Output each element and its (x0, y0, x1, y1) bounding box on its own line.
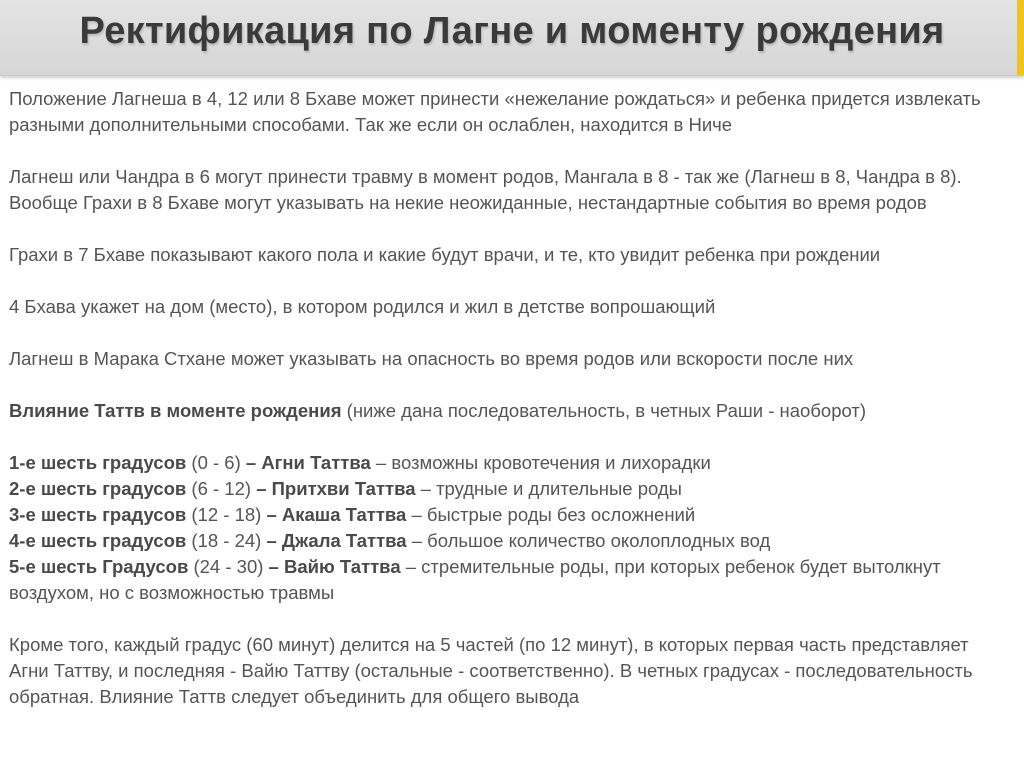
tattva-list (9, 450, 1009, 606)
tattva-heading-bold: Влияние Таттв в моменте рождения (9, 400, 342, 421)
tattva-range: (12 - 18) (186, 504, 267, 525)
tattva-item (9, 502, 1009, 528)
slide-body (9, 86, 1009, 710)
tattva-degrees: 2-е шесть градусов (9, 478, 187, 499)
tattva-name: – Акаша Таттва (266, 504, 407, 525)
paragraph-4th-bhava: 4 Бхава укажет на дом (место), в котором родился и жил в детстве вопрошающий (9, 296, 716, 317)
paragraph-degree-division: Кроме того, каждый градус (60 минут) делится на 5 частей (по 12 минут), в которых первая часть представляет Агни Таттву, и последняя - Вайю Таттву (остальные - соответственно). В четных градусах - последовательность обратная. Влияние Таттв следует объединить для общего вывода (9, 634, 973, 707)
tattva-item (9, 554, 1009, 606)
slide-title: Ректификация по Лагне и моменту рождения (79, 10, 945, 52)
tattva-degrees: 1-е шесть градусов (9, 452, 187, 473)
tattva-heading-rest: (ниже дана последовательность, в четных Раши - наоборот) (341, 400, 867, 421)
tattva-heading (9, 398, 1009, 424)
tattva-range: (6 - 12) (186, 478, 257, 499)
tattva-name: – Агни Таттва (245, 452, 371, 473)
tattva-degrees: 4-е шесть градусов (9, 530, 187, 551)
paragraph-7th-bhava: Грахи в 7 Бхаве показывают какого пола и какие будут врачи, и те, кто увидит ребенка при рождении (9, 244, 881, 265)
paragraph-injury: Лагнеш или Чандра в 6 могут принести травму в момент родов, Мангала в 8 - так же (Лагнеш в 8, Чандра в 8). Вообще Грахи в 8 Бхаве могут указывать на некие неожиданные, нестандартные события во время родов (9, 166, 962, 213)
header-accent-bar (1017, 0, 1024, 75)
tattva-degrees: 5-е шесть Градусов (9, 556, 189, 577)
tattva-name: – Вайю Таттва (268, 556, 401, 577)
slide-header (0, 0, 1024, 76)
tattva-range: (18 - 24) (186, 530, 267, 551)
tattva-effect: – трудные и длительные роды (415, 478, 682, 499)
tattva-effect: – большое количество околоплодных вод (406, 530, 771, 551)
tattva-range: (24 - 30) (188, 556, 269, 577)
tattva-degrees: 3-е шесть градусов (9, 504, 187, 525)
tattva-name: – Джала Таттва (266, 530, 407, 551)
tattva-item (9, 450, 1009, 476)
tattva-range: (0 - 6) (186, 452, 246, 473)
tattva-item (9, 476, 1009, 502)
paragraph-maraka: Лагнеш в Марака Стхане может указывать на опасность во время родов или вскорости после них (9, 348, 854, 369)
tattva-item (9, 528, 1009, 554)
tattva-effect: – быстрые роды без осложнений (406, 504, 696, 525)
paragraph-lagnesh-position: Положение Лагнеша в 4, 12 или 8 Бхаве может принести «нежелание рождаться» и ребенка придется извлекать разными дополнительными способами. Так же если он ослаблен, находится в Ниче (9, 88, 981, 135)
tattva-effect: – возможны кровотечения и лихорадки (370, 452, 711, 473)
tattva-name: – Притхви Таттва (256, 478, 416, 499)
tattva-effect: – стремительные роды, при которых ребенок будет вытолкнут воздухом, но с возможностью травмы (9, 556, 941, 603)
